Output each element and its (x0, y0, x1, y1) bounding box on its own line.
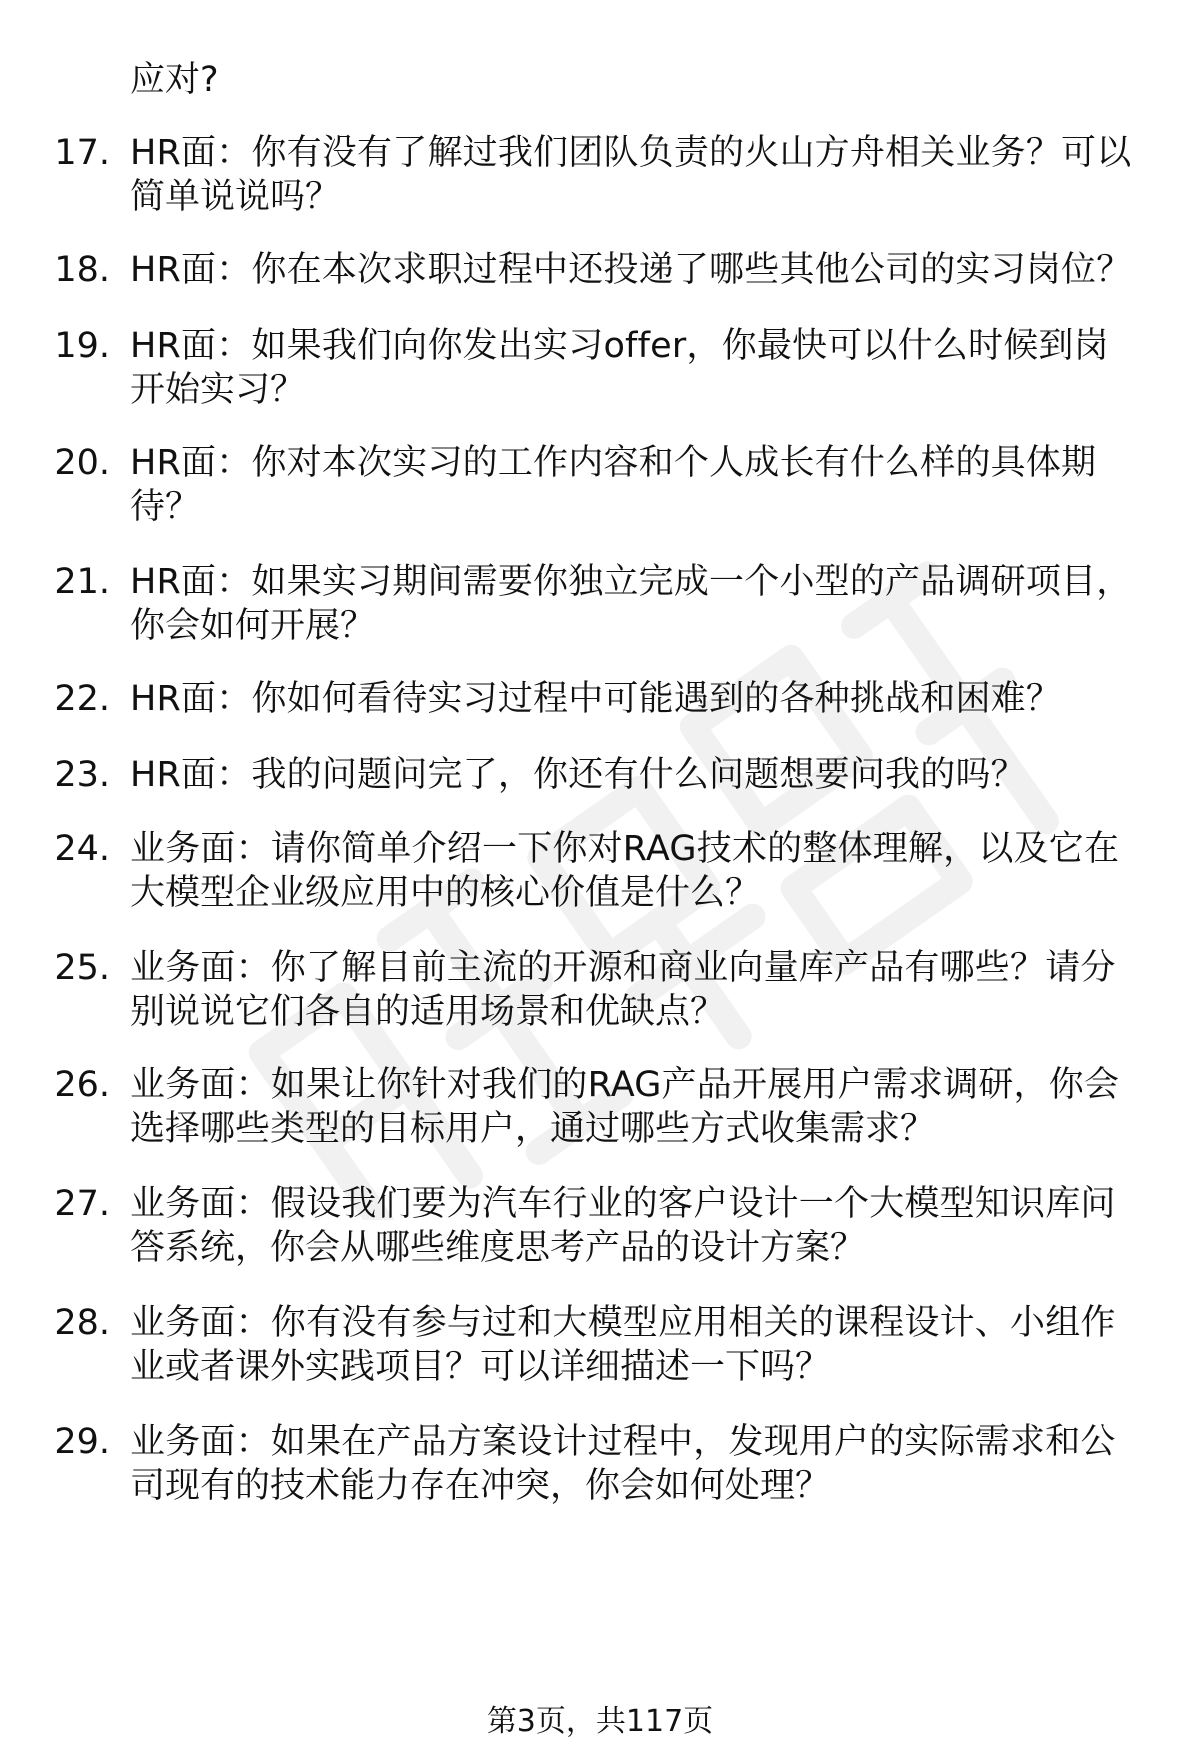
question-number: 24. (54, 829, 110, 869)
question-text: 业务面：假设我们要为汽车行业的客户设计一个大模型知识库问 (130, 1184, 1116, 1224)
question-number: 22. (54, 679, 110, 719)
question-text-continued: 选择哪些类型的目标用户，通过哪些方式收集需求？ (130, 1109, 936, 1149)
question-text-continued: 业或者课外实践项目？可以详细描述一下吗？ (130, 1347, 831, 1387)
question-text-continued: 司现有的技术能力存在冲突，你会如何处理？ (130, 1466, 831, 1506)
question-number: 29. (54, 1422, 110, 1462)
question-text: 业务面：请你简单介绍一下你对RAG技术的整体理解，以及它在 (130, 829, 1120, 869)
question-text: 业务面：你了解目前主流的开源和商业向量库产品有哪些？请分 (130, 948, 1116, 988)
question-number: 27. (54, 1184, 110, 1224)
page-footer: 第3页，共117页 (486, 1704, 714, 1739)
question-text: HR面：你如何看待实习过程中可能遇到的各种挑战和困难？ (130, 679, 1062, 719)
question-text-continued: 简单说说吗？ (130, 177, 341, 217)
question-number: 20. (54, 443, 110, 483)
question-text-continued: 你会如何开展？ (130, 606, 376, 646)
question-number: 19. (54, 326, 110, 366)
question-number: 23. (54, 755, 110, 795)
question-number: 28. (54, 1303, 110, 1343)
question-number: 26. (54, 1065, 110, 1105)
question-text-continued: 别说说它们各自的适用场景和优缺点？ (130, 992, 726, 1032)
question-text: 业务面：你有没有参与过和大模型应用相关的课程设计、小组作 (130, 1303, 1116, 1343)
question-text: HR面：你对本次实习的工作内容和个人成长有什么样的具体期 (130, 443, 1097, 483)
question-text: HR面：如果我们向你发出实习offer，你最快可以什么时候到岗 (130, 326, 1109, 366)
question-number: 25. (54, 948, 110, 988)
question-text: HR面：你在本次求职过程中还投递了哪些其他公司的实习岗位？ (130, 250, 1132, 290)
question-text: 业务面：如果在产品方案设计过程中，发现用户的实际需求和公 (130, 1422, 1116, 1462)
question-text: HR面：你有没有了解过我们团队负责的火山方舟相关业务？可以 (130, 133, 1132, 173)
question-text-continued: 大模型企业级应用中的核心价值是什么？ (130, 873, 761, 913)
question-text: 业务面：如果让你针对我们的RAG产品开展用户需求调研，你会 (130, 1065, 1120, 1105)
continuation-text: 应对? (130, 60, 219, 100)
question-text-continued: 开始实习？ (130, 370, 306, 410)
question-text-continued: 待？ (130, 487, 201, 527)
question-text: HR面：如果实习期间需要你独立完成一个小型的产品调研项目， (130, 562, 1132, 602)
question-number: 18. (54, 250, 110, 290)
question-text: HR面：我的问题问完了，你还有什么问题想要问我的吗？ (130, 755, 1026, 795)
question-number: 21. (54, 562, 110, 602)
question-number: 17. (54, 133, 110, 173)
question-text-continued: 答系统，你会从哪些维度思考产品的设计方案？ (130, 1228, 866, 1268)
